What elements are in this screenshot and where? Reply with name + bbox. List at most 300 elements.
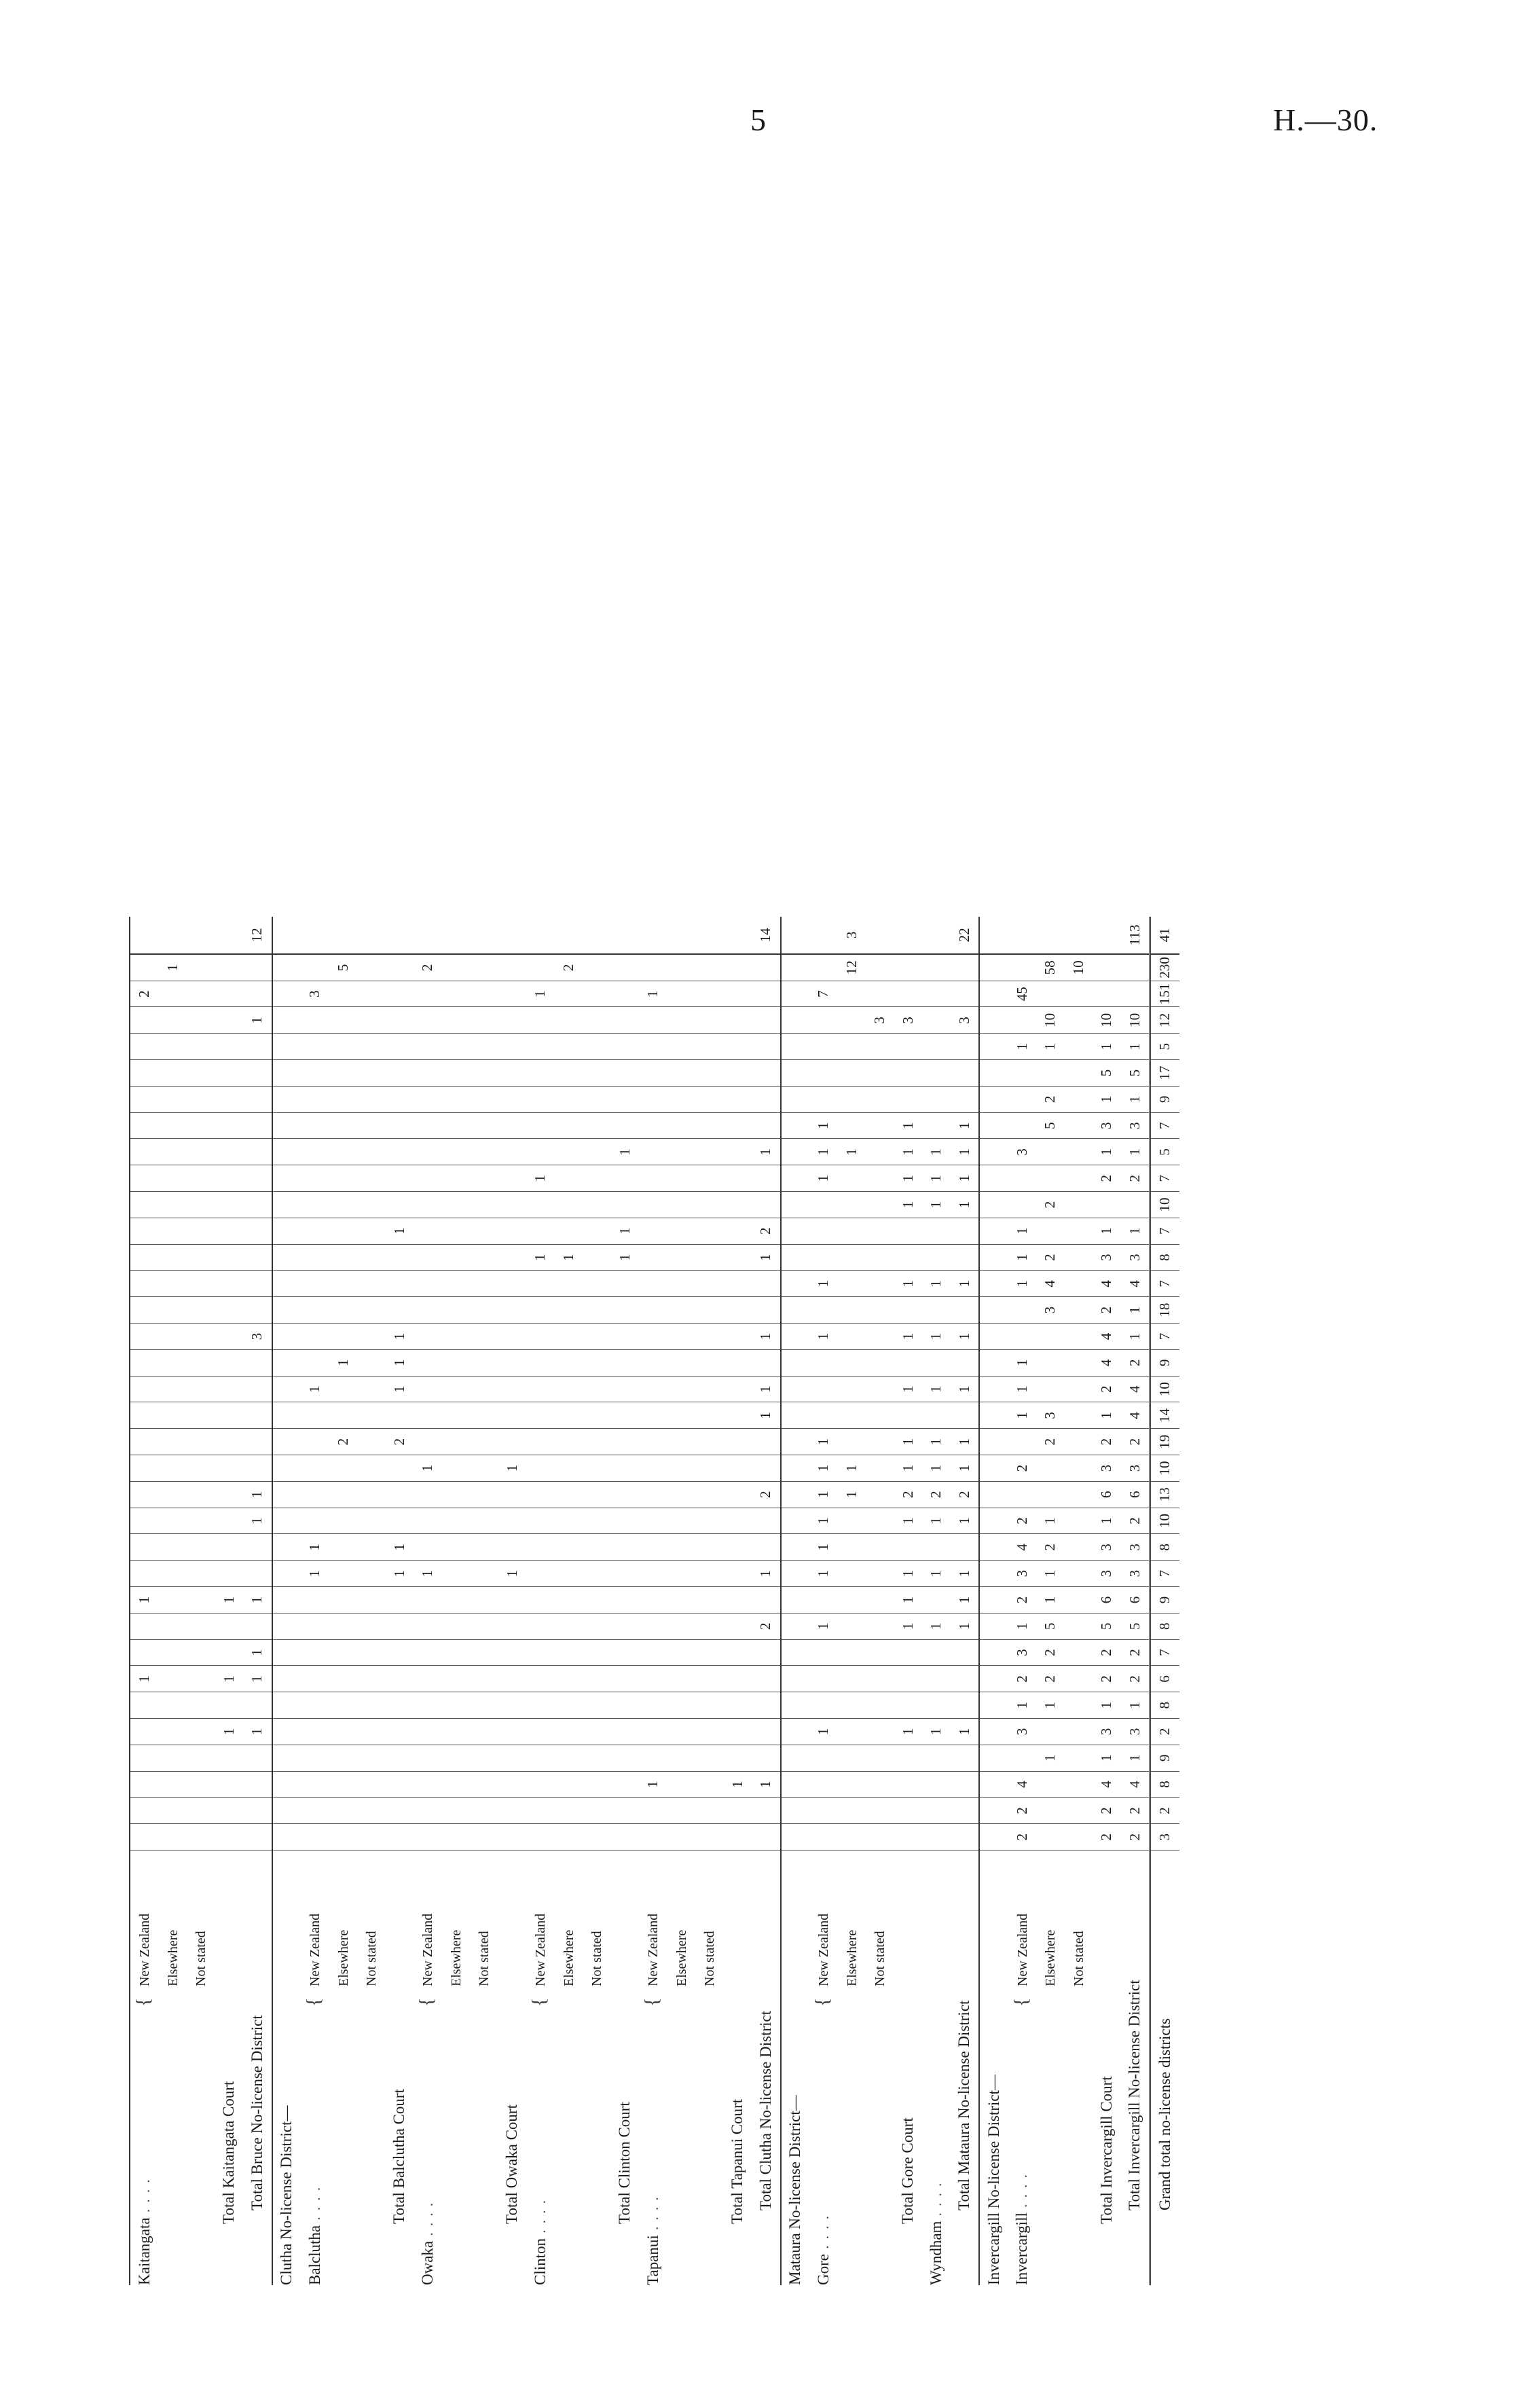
table-cell [583, 1060, 611, 1087]
table-cell [1065, 1561, 1093, 1587]
table-cell [301, 1587, 329, 1614]
table-cell [357, 1324, 386, 1350]
table-cell: 1 [498, 1455, 527, 1482]
table-cell [752, 1034, 781, 1060]
table-cell [583, 1771, 611, 1798]
table-cell [695, 1349, 724, 1376]
total-cell-extra: 151 [1150, 981, 1179, 1007]
table-cell [611, 1719, 640, 1745]
table-cell [187, 1086, 215, 1112]
table-cell [329, 1666, 358, 1692]
table-cell: 3 [1121, 1719, 1150, 1745]
table-cell [470, 1218, 498, 1244]
table-cell [414, 1192, 442, 1218]
origin-label: New Zealand [533, 1913, 548, 1986]
table-cell: 2 [951, 1481, 980, 1508]
row-label-tapanui-elsewhere [667, 1851, 696, 2286]
table-cell [611, 1824, 640, 1851]
table-cell: 1 [951, 1455, 980, 1482]
table-cell [301, 1613, 329, 1639]
table-cell [979, 1271, 1008, 1297]
table-cell [301, 1824, 329, 1851]
origin-label: Elsewhere [1043, 1929, 1058, 1986]
total-cell-grp [979, 917, 1008, 954]
table-cell [639, 1481, 667, 1508]
table-cell [329, 1455, 358, 1482]
grand-label: Grand total no-license districts [1156, 2018, 1173, 2210]
table-cell [329, 1244, 358, 1271]
table-cell [979, 1692, 1008, 1719]
table-cell: 1 [1121, 1139, 1150, 1165]
table-row [1036, 917, 1065, 2285]
table-cell [695, 1165, 724, 1192]
table-cell [695, 1271, 724, 1297]
origin-label: Not stated [702, 1931, 717, 1986]
table-cell [130, 1165, 159, 1192]
table-cell [159, 1112, 187, 1139]
table-cell [639, 1376, 667, 1402]
total-cell-grp [866, 917, 894, 954]
table-cell [1065, 1034, 1093, 1060]
table-cell [329, 1324, 358, 1350]
table-cell [243, 1297, 272, 1324]
table-cell [838, 1745, 866, 1771]
table-cell: 1 [894, 1112, 923, 1139]
table-cell [159, 1034, 187, 1060]
table-cell [243, 1086, 272, 1112]
table-cell [357, 1613, 386, 1639]
table-cell [951, 1824, 980, 1851]
table-cell [1065, 1719, 1093, 1745]
table-cell [667, 1112, 696, 1139]
origin-label: New Zealand [420, 1913, 435, 1986]
table-cell [866, 1455, 894, 1482]
table-cell [130, 1798, 159, 1824]
table-cell [922, 1745, 951, 1771]
row-label-total-clinton-court [611, 1851, 640, 2286]
table-cell [894, 1034, 923, 1060]
table-cell [526, 1824, 555, 1851]
table-cell [357, 1745, 386, 1771]
table-cell [470, 1376, 498, 1402]
table-cell: 1 [243, 1007, 272, 1034]
table-cell [979, 1086, 1008, 1112]
table-cell [1036, 1719, 1065, 1745]
table-cell [498, 1666, 527, 1692]
table-cell [215, 1034, 244, 1060]
table-cell: 3 [1008, 1139, 1037, 1165]
table-cell [611, 1534, 640, 1561]
table-cell [1036, 1376, 1065, 1402]
table-cell [951, 1034, 980, 1060]
table-cell: 1 [951, 1429, 980, 1455]
table-cell [639, 1692, 667, 1719]
table-cell [866, 1561, 894, 1587]
table-cell [498, 1218, 527, 1244]
table-cell [215, 1745, 244, 1771]
row-label-total-balclutha-court [386, 1851, 414, 2286]
table-cell [386, 1692, 414, 1719]
table-cell [838, 1534, 866, 1561]
table-cell [498, 1481, 527, 1508]
table-cell [130, 1139, 159, 1165]
table-cell [498, 1349, 527, 1376]
court-label: Total Owaka Court [503, 2104, 521, 2224]
table-cell: 1 [951, 1508, 980, 1534]
table-cell [301, 1271, 329, 1297]
total-cell-grp: 14 [752, 917, 781, 954]
table-cell [414, 1165, 442, 1192]
table-cell: 1 [386, 1534, 414, 1561]
table-cell [243, 1824, 272, 1851]
table-cell [555, 1455, 583, 1482]
table-cell [894, 1244, 923, 1271]
table-cell [329, 1587, 358, 1614]
table-cell [526, 1297, 555, 1324]
table-cell [159, 1613, 187, 1639]
table-cell [979, 1112, 1008, 1139]
table-cell [215, 1218, 244, 1244]
table-cell: 2 [1093, 1824, 1121, 1851]
table-cell [187, 1429, 215, 1455]
total-cell-grp [386, 917, 414, 954]
table-cell: 1 [809, 1429, 838, 1455]
table-cell [470, 1271, 498, 1297]
table-cell [301, 1034, 329, 1060]
table-cell: 10 [1093, 1007, 1121, 1034]
table-cell [809, 1587, 838, 1614]
table-cell [639, 1613, 667, 1639]
row-label-kaitangata-not-stated [187, 1851, 215, 2286]
table-cell [866, 1824, 894, 1851]
table-cell [243, 1034, 272, 1060]
table-cell [667, 1271, 696, 1297]
table-cell: 1 [1121, 1086, 1150, 1112]
table-cell [695, 1666, 724, 1692]
table-cell [555, 1060, 583, 1087]
table-cell: 2 [1093, 1798, 1121, 1824]
table-cell [951, 1060, 980, 1087]
table-cell [442, 1508, 471, 1534]
table-cell: 1 [386, 1561, 414, 1587]
table-cell [667, 1613, 696, 1639]
total-cell-tot [922, 954, 951, 981]
table-cell [215, 1376, 244, 1402]
table-cell [159, 1271, 187, 1297]
table-cell [781, 1639, 810, 1666]
table-cell: 3 [894, 1007, 923, 1034]
total-cell-grp: 41 [1150, 917, 1179, 954]
table-cell [130, 1719, 159, 1745]
table-cell [583, 1429, 611, 1455]
table-cell: 2 [1008, 1455, 1037, 1482]
table-cell [1065, 1429, 1093, 1455]
table-cell: 2 [1093, 1639, 1121, 1666]
table-cell [555, 1297, 583, 1324]
table-cell [442, 1349, 471, 1376]
table-cell [752, 1666, 781, 1692]
table-cell: 1 [809, 1455, 838, 1482]
table-cell: 1 [215, 1719, 244, 1745]
table-cell [639, 1798, 667, 1824]
table-cell: 1 [414, 1455, 442, 1482]
table-cell [555, 1719, 583, 1745]
table-cell [979, 1192, 1008, 1218]
table-cell [1008, 1112, 1037, 1139]
total-cell-extra [752, 981, 781, 1007]
table-cell: 1 [922, 1455, 951, 1482]
table-cell [215, 1429, 244, 1455]
table-cell [159, 1561, 187, 1587]
table-cell: 2 [1121, 1666, 1150, 1692]
row-label-owaka-not-stated [470, 1851, 498, 2286]
place-name: Tapanui [644, 2235, 661, 2285]
row-label-clutha-no-license-district [272, 1851, 301, 2286]
table-cell [866, 1244, 894, 1271]
table-cell: 1 [243, 1508, 272, 1534]
table-cell [724, 1455, 752, 1482]
table-cell: 1 [526, 1244, 555, 1271]
row-label-grand-total-no-license-districts [1150, 1851, 1179, 2286]
table-cell [526, 1666, 555, 1692]
table-cell [583, 1613, 611, 1639]
table-cell [809, 1218, 838, 1244]
table-cell [781, 1455, 810, 1482]
table-cell [272, 1007, 301, 1034]
table-cell: 1 [215, 1666, 244, 1692]
table-cell [386, 1613, 414, 1639]
table-cell [611, 1402, 640, 1429]
table-cell: 3 [1093, 1455, 1121, 1482]
table-cell [838, 1060, 866, 1087]
table-cell [667, 1324, 696, 1350]
table-cell [922, 1060, 951, 1087]
table-cell [130, 1824, 159, 1851]
table-cell [272, 1297, 301, 1324]
total-cell-tot [951, 954, 980, 981]
table-cell: 8 [1150, 1244, 1179, 1271]
table-cell: 10 [1150, 1376, 1179, 1402]
table-cell [979, 1481, 1008, 1508]
table-cell: 1 [809, 1534, 838, 1561]
table-cell [526, 1324, 555, 1350]
table-cell [752, 1112, 781, 1139]
table-cell [272, 1192, 301, 1218]
table-cell: 4 [1036, 1271, 1065, 1297]
table-cell [386, 1112, 414, 1139]
table-cell [272, 1455, 301, 1482]
total-cell-extra [724, 981, 752, 1007]
table-cell [329, 1402, 358, 1429]
table-cell [159, 1719, 187, 1745]
total-cell-grp [922, 917, 951, 954]
table-cell [498, 1719, 527, 1745]
table-cell [414, 1429, 442, 1455]
total-cell-tot: 58 [1036, 954, 1065, 981]
row-label-clinton [526, 1851, 555, 2286]
table-cell [442, 1007, 471, 1034]
table-cell [386, 1034, 414, 1060]
row-label-owaka [414, 1851, 442, 2286]
table-cell: 1 [130, 1666, 159, 1692]
table-cell [667, 1007, 696, 1034]
table-cell [639, 1508, 667, 1534]
table-cell: 1 [752, 1139, 781, 1165]
table-cell [583, 1349, 611, 1376]
table-cell: 1 [1036, 1692, 1065, 1719]
table-cell [639, 1639, 667, 1666]
table-cell [979, 1007, 1008, 1034]
table-cell [583, 1112, 611, 1139]
table-cell [583, 1798, 611, 1824]
table-row [724, 917, 752, 2285]
table-cell [951, 1349, 980, 1376]
table-cell [555, 1086, 583, 1112]
origin-label: New Zealand [137, 1913, 152, 1986]
table-cell [329, 1297, 358, 1324]
table-row [695, 917, 724, 2285]
table-cell [357, 1376, 386, 1402]
table-cell: 1 [1121, 1034, 1150, 1060]
table-cell [159, 1086, 187, 1112]
row-label-total-mataura-no-license-district [951, 1851, 980, 2286]
table-cell [470, 1139, 498, 1165]
table-cell [979, 1297, 1008, 1324]
table-cell [130, 1376, 159, 1402]
total-cell-extra [922, 981, 951, 1007]
table-cell [272, 1719, 301, 1745]
table-cell [1008, 1745, 1037, 1771]
table-cell [639, 1745, 667, 1771]
total-cell-grp [130, 917, 159, 954]
table-cell [1065, 1402, 1093, 1429]
table-cell [215, 1165, 244, 1192]
table-cell [1065, 1455, 1093, 1482]
table-cell [724, 1824, 752, 1851]
table-cell [922, 1086, 951, 1112]
table-cell [130, 1112, 159, 1139]
table-cell [695, 1771, 724, 1798]
table-cell: 2 [1150, 1719, 1179, 1745]
table-cell [187, 1376, 215, 1402]
table-cell [639, 1587, 667, 1614]
table-cell: 6 [1121, 1587, 1150, 1614]
table-row [329, 917, 358, 2285]
place-name: Gore [814, 2254, 832, 2285]
table-cell [695, 1007, 724, 1034]
table-row [470, 917, 498, 2285]
table-row [866, 917, 894, 2285]
table-cell [301, 1349, 329, 1376]
total-cell-grp: 113 [1121, 917, 1150, 954]
table-cell [866, 1060, 894, 1087]
table-cell [470, 1771, 498, 1798]
table-cell: 1 [215, 1587, 244, 1614]
table-cell: 1 [894, 1429, 923, 1455]
table-cell [922, 1666, 951, 1692]
table-cell [695, 1745, 724, 1771]
table-cell [724, 1613, 752, 1639]
table-cell: 1 [809, 1719, 838, 1745]
table-cell: 4 [1008, 1771, 1037, 1798]
table-cell [724, 1376, 752, 1402]
table-cell [301, 1745, 329, 1771]
table-cell [187, 1271, 215, 1297]
table-row [272, 917, 301, 2285]
table-cell [1036, 1798, 1065, 1824]
total-cell-tot [215, 954, 244, 981]
table-cell: 1 [838, 1481, 866, 1508]
table-cell [1065, 1324, 1093, 1350]
table-cell [301, 1112, 329, 1139]
table-cell [414, 1613, 442, 1639]
table-cell [583, 1376, 611, 1402]
table-cell [724, 1244, 752, 1271]
table-cell [583, 1402, 611, 1429]
table-cell: 5 [1093, 1613, 1121, 1639]
table-cell [357, 1086, 386, 1112]
table-cell [470, 1086, 498, 1112]
table-cell: 14 [1150, 1402, 1179, 1429]
table-cell [1121, 1192, 1150, 1218]
table-cell [386, 1165, 414, 1192]
table-cell: 1 [922, 1376, 951, 1402]
table-cell [386, 1587, 414, 1614]
table-cell [781, 1376, 810, 1402]
table-cell [215, 1297, 244, 1324]
table-cell: 9 [1150, 1086, 1179, 1112]
table-cell [752, 1824, 781, 1851]
table-cell [442, 1192, 471, 1218]
table-cell: 3 [1121, 1244, 1150, 1271]
table-cell [667, 1034, 696, 1060]
table-cell [611, 1376, 640, 1402]
table-cell [922, 1824, 951, 1851]
table-cell [329, 1824, 358, 1851]
table-cell [272, 1771, 301, 1798]
table-cell [357, 1481, 386, 1508]
table-cell [752, 1297, 781, 1324]
table-cell [442, 1534, 471, 1561]
table-cell [979, 1402, 1008, 1429]
row-label-wyndham [922, 1851, 951, 2286]
table-cell [414, 1824, 442, 1851]
table-cell: 1 [752, 1561, 781, 1587]
table-cell [866, 1613, 894, 1639]
table-row [301, 917, 329, 2285]
table-cell: 4 [1093, 1324, 1121, 1350]
table-cell: 1 [951, 1165, 980, 1192]
total-cell-grp [1036, 917, 1065, 954]
table-cell [639, 1271, 667, 1297]
table-cell [695, 1824, 724, 1851]
table-cell [386, 1271, 414, 1297]
table-cell [243, 1192, 272, 1218]
table-cell: 3 [1008, 1639, 1037, 1666]
table-cell [667, 1561, 696, 1587]
table-cell [526, 1376, 555, 1402]
row-label-total-clutha-no-license-district [752, 1851, 781, 2286]
row-label-total-tapanui-court [724, 1851, 752, 2286]
table-cell [329, 1218, 358, 1244]
table-cell [329, 1086, 358, 1112]
table-cell [781, 1508, 810, 1534]
total-cell-tot [1121, 954, 1150, 981]
total-cell-extra [1065, 981, 1093, 1007]
table-cell [526, 1481, 555, 1508]
table-cell [781, 1086, 810, 1112]
table-cell [130, 1244, 159, 1271]
